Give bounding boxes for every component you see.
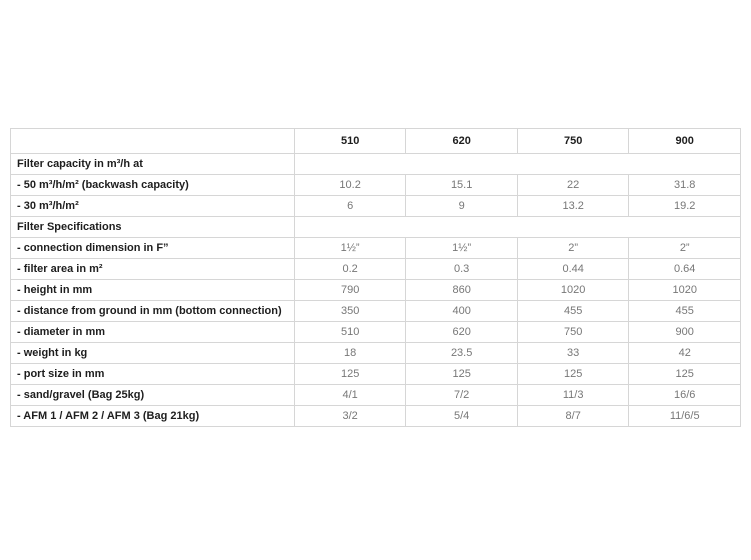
- value-cell-750: 8/7: [517, 406, 629, 427]
- table-row: [11, 238, 741, 259]
- section-title: Filter capacity in m³/h at: [11, 154, 295, 175]
- value-cell-900: 2”: [629, 238, 741, 259]
- row-label: - AFM 1 / AFM 2 / AFM 3 (Bag 21kg): [11, 406, 295, 427]
- value-cell-750: 2”: [517, 238, 629, 259]
- value-cell-900: 0.64: [629, 259, 741, 280]
- value-cell-900: 16/6: [629, 385, 741, 406]
- value-cell-620: 0.3: [406, 259, 518, 280]
- table-row: [11, 343, 741, 364]
- value-cell-510: 10.2: [294, 175, 406, 196]
- table-row: [11, 280, 741, 301]
- table-row: [11, 259, 741, 280]
- value-cell-510: 3/2: [294, 406, 406, 427]
- value-cell-620: 7/2: [406, 385, 518, 406]
- value-cell-900: 19.2: [629, 196, 741, 217]
- model-header-620: 620: [406, 129, 518, 154]
- table-row: [11, 196, 741, 217]
- value-cell-510: 790: [294, 280, 406, 301]
- value-cell-620: 620: [406, 322, 518, 343]
- value-cell-750: 750: [517, 322, 629, 343]
- value-cell-900: 31.8: [629, 175, 741, 196]
- value-cell-510: 350: [294, 301, 406, 322]
- model-header-750: 750: [517, 129, 629, 154]
- row-label: - sand/gravel (Bag 25kg): [11, 385, 295, 406]
- value-cell-620: 860: [406, 280, 518, 301]
- value-cell-510: 18: [294, 343, 406, 364]
- value-cell-750: 13.2: [517, 196, 629, 217]
- value-cell-900: 125: [629, 364, 741, 385]
- value-cell-900: 11/6/5: [629, 406, 741, 427]
- table-row: [11, 364, 741, 385]
- value-cell-620: 9: [406, 196, 518, 217]
- row-label: - height in mm: [11, 280, 295, 301]
- value-cell-900: 1020: [629, 280, 741, 301]
- value-cell-510: 1½”: [294, 238, 406, 259]
- row-label: - 30 m³/h/m²: [11, 196, 295, 217]
- table-row: [11, 322, 741, 343]
- row-label: - filter area in m²: [11, 259, 295, 280]
- table-row: [11, 406, 741, 427]
- row-label: - port size in mm: [11, 364, 295, 385]
- value-cell-900: 42: [629, 343, 741, 364]
- header-row: [11, 129, 741, 154]
- value-cell-750: 455: [517, 301, 629, 322]
- value-cell-620: 125: [406, 364, 518, 385]
- row-label: - connection dimension in F”: [11, 238, 295, 259]
- filter-spec-table: [10, 128, 741, 427]
- section-filler-cell: [294, 154, 740, 175]
- value-cell-620: 400: [406, 301, 518, 322]
- section-filler-cell: [294, 217, 740, 238]
- row-label: - 50 m³/h/m² (backwash capacity): [11, 175, 295, 196]
- table-row: [11, 385, 741, 406]
- section-row: [11, 154, 741, 175]
- value-cell-510: 4/1: [294, 385, 406, 406]
- header-corner-cell: [11, 129, 295, 154]
- value-cell-510: 510: [294, 322, 406, 343]
- section-row: [11, 217, 741, 238]
- value-cell-750: 22: [517, 175, 629, 196]
- table-row: [11, 301, 741, 322]
- value-cell-900: 455: [629, 301, 741, 322]
- value-cell-510: 6: [294, 196, 406, 217]
- row-label: - weight in kg: [11, 343, 295, 364]
- value-cell-900: 900: [629, 322, 741, 343]
- spec-table-body: [11, 129, 741, 427]
- value-cell-620: 1½”: [406, 238, 518, 259]
- value-cell-510: 125: [294, 364, 406, 385]
- value-cell-620: 5/4: [406, 406, 518, 427]
- value-cell-750: 0.44: [517, 259, 629, 280]
- value-cell-750: 125: [517, 364, 629, 385]
- table-row: [11, 175, 741, 196]
- row-label: - diameter in mm: [11, 322, 295, 343]
- section-title: Filter Specifications: [11, 217, 295, 238]
- value-cell-750: 33: [517, 343, 629, 364]
- model-header-510: 510: [294, 129, 406, 154]
- value-cell-750: 11/3: [517, 385, 629, 406]
- value-cell-620: 23.5: [406, 343, 518, 364]
- value-cell-620: 15.1: [406, 175, 518, 196]
- value-cell-510: 0.2: [294, 259, 406, 280]
- row-label: - distance from ground in mm (bottom connection): [11, 301, 295, 322]
- model-header-900: 900: [629, 129, 741, 154]
- value-cell-750: 1020: [517, 280, 629, 301]
